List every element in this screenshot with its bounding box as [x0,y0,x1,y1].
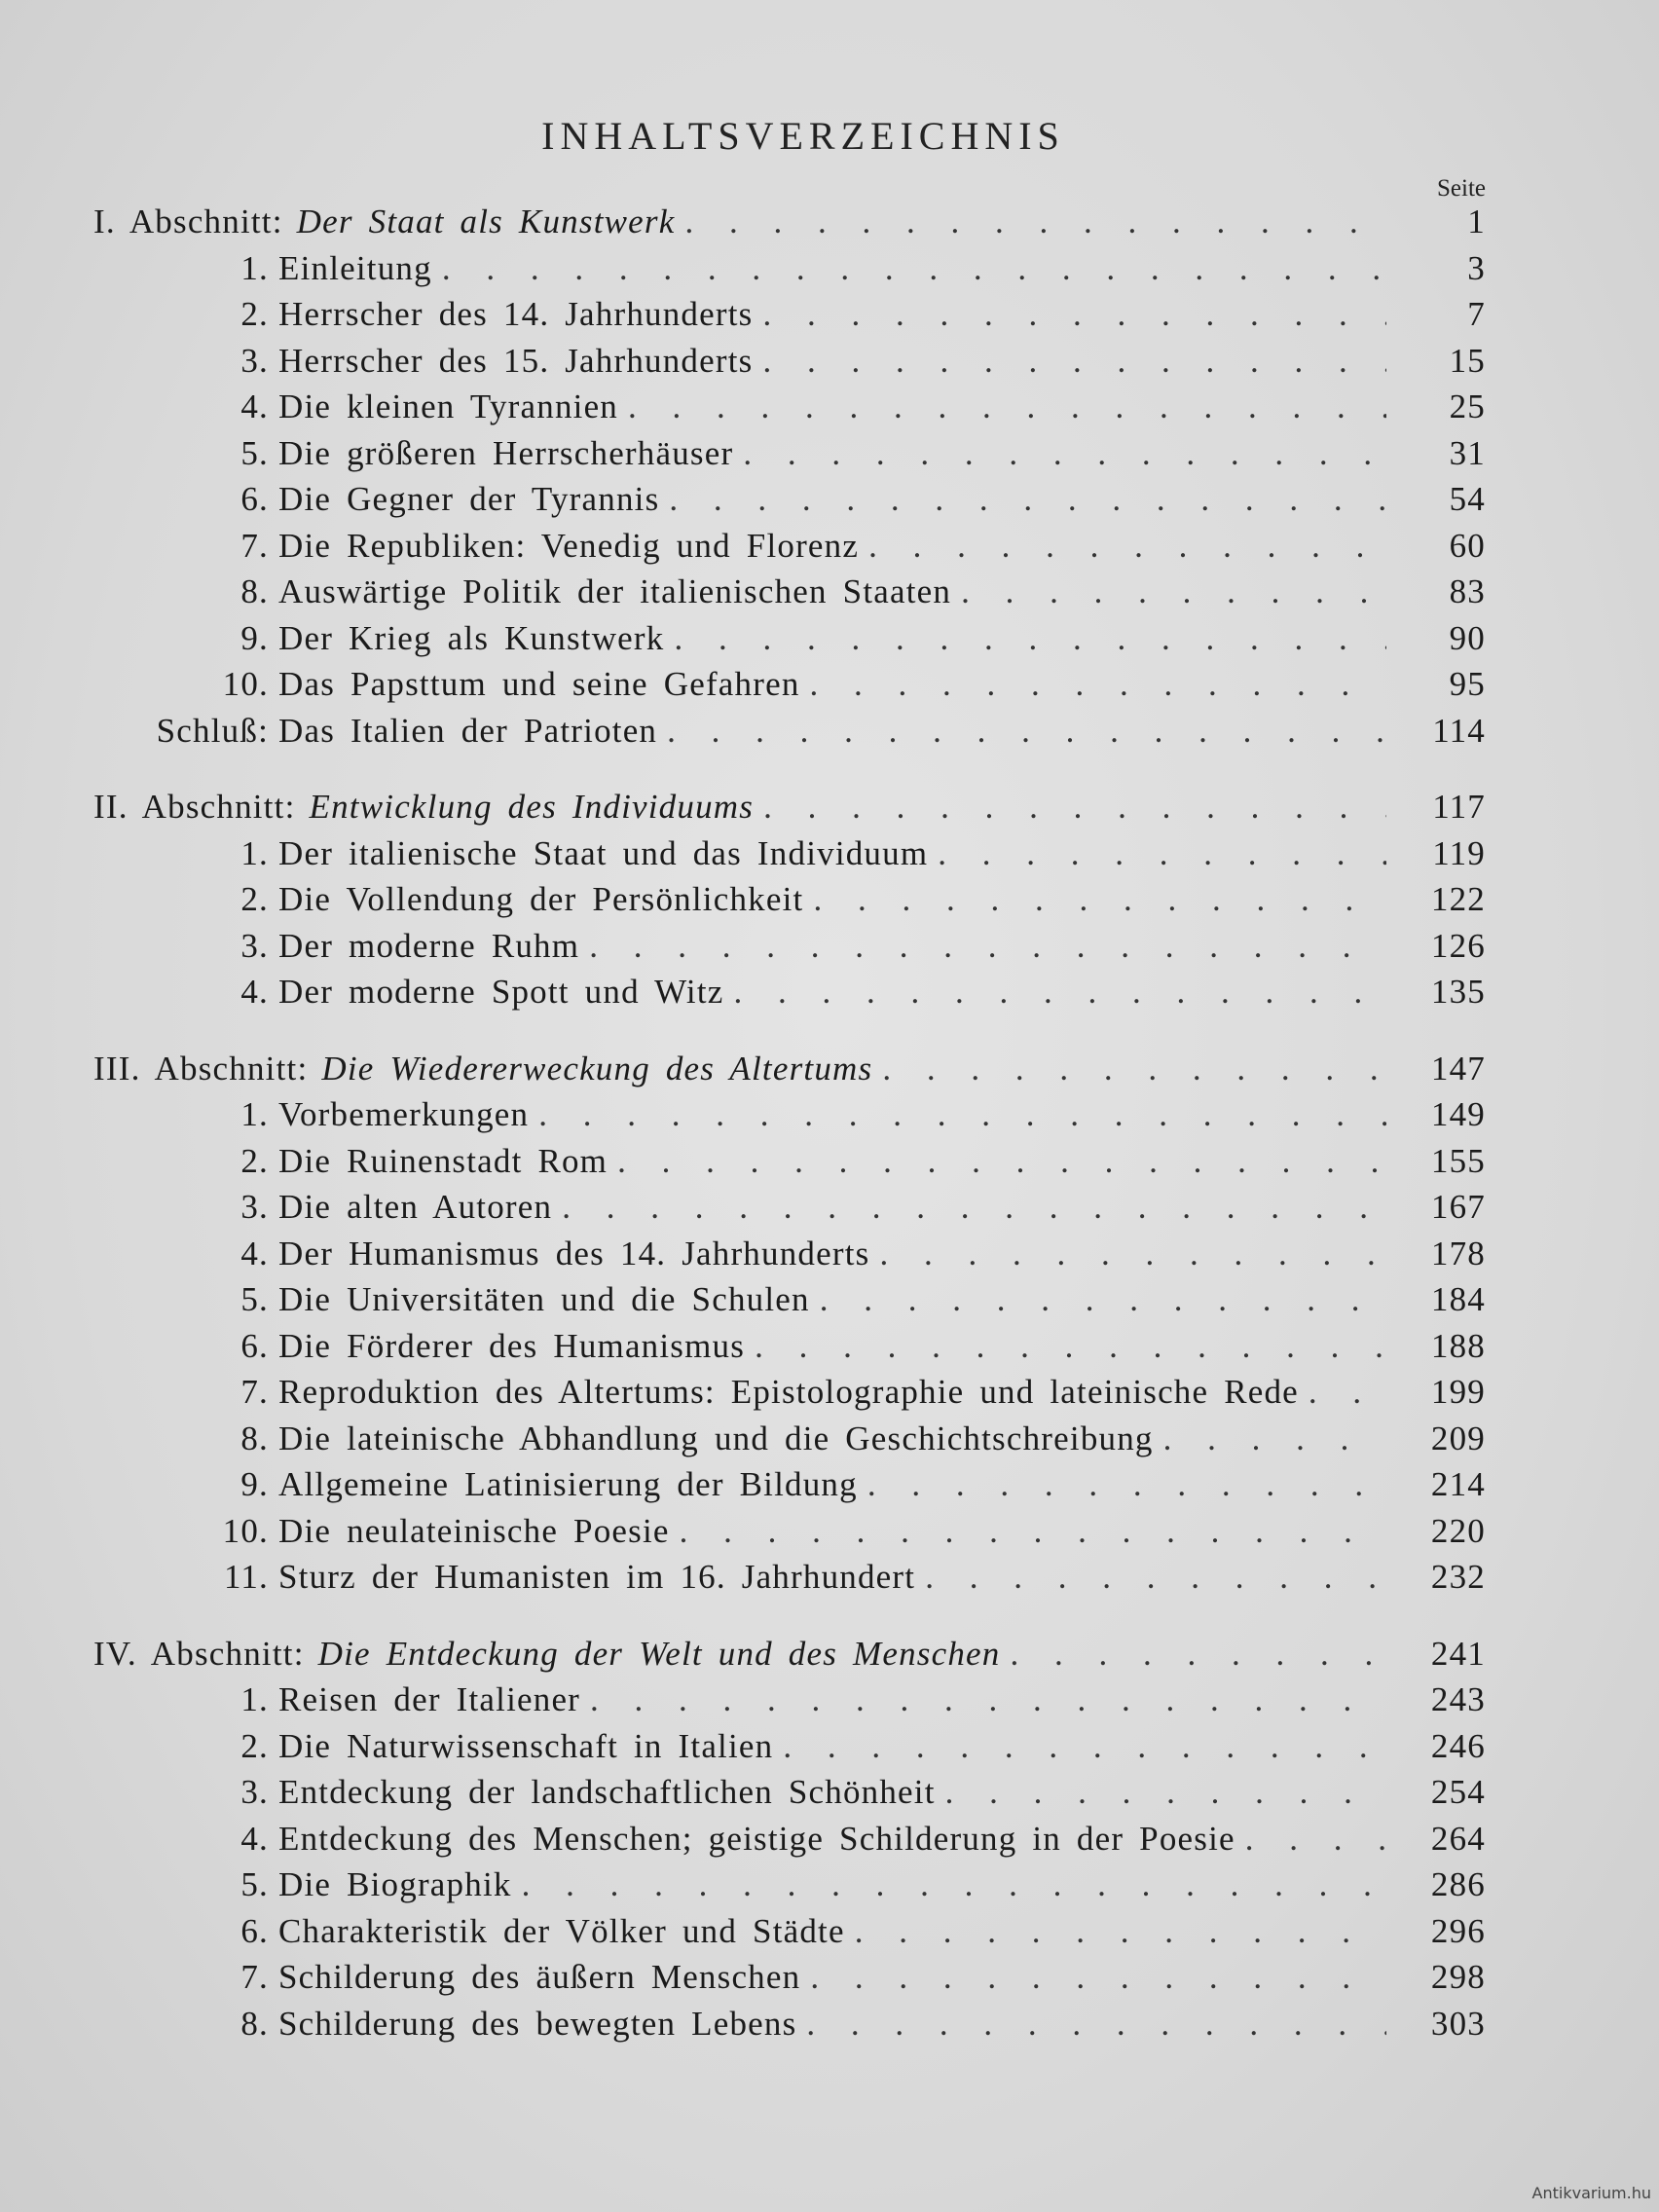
dot-leader [810,665,1386,704]
toc-entry [93,1327,1486,1374]
toc-entry [93,880,1486,927]
dot-leader [589,927,1386,966]
entry-number: 2. [240,1141,269,1180]
entry-number: 1. [240,1095,269,1133]
page-number: 188 [1430,1326,1486,1365]
toc-entry [93,1419,1486,1466]
dot-leader [925,1558,1386,1597]
entry-title: Der moderne Ruhm [278,926,580,965]
page-number: 220 [1430,1511,1486,1550]
table-of-contents [93,203,1486,2050]
entry-number: 4. [240,1819,269,1858]
toc-entry [93,1095,1486,1142]
toc-entry [93,1280,1486,1327]
toc-entry [93,665,1486,712]
page-number: 303 [1430,2004,1486,2043]
entry-title: Auswärtige Politik der italienischen Staaten [278,572,952,610]
page-number: 298 [1430,1958,1486,1996]
dot-leader [1245,1820,1386,1859]
dot-leader [442,249,1386,288]
page-number: 209 [1430,1419,1486,1457]
dot-leader [667,712,1386,751]
entry-title: Die Republiken: Venedig und Florenz [278,526,860,565]
page-number: 149 [1430,1095,1486,1133]
dot-leader [628,387,1386,426]
page-number: 135 [1430,973,1486,1011]
entry-number: 2. [240,880,269,918]
section-heading-row [93,203,1486,249]
dot-leader [882,1050,1386,1088]
page-number: 25 [1449,387,1486,425]
toc-entry [93,1912,1486,1959]
toc-entry [93,1142,1486,1189]
entry-title: Der Humanismus des 14. Jahrhunderts [278,1234,870,1272]
entry-number: Schluß: [156,711,269,750]
entry-number: 1. [240,1680,269,1718]
entry-title: Die größeren Herrscherhäuser [278,433,734,472]
toc-section [93,1050,1486,1604]
toc-section [93,788,1486,1019]
toc-entry [93,1512,1486,1559]
entry-title: Allgemeine Latinisierung der Bildung [278,1465,858,1503]
entry-number: 1. [240,248,269,287]
entry-number: 10. [222,1511,269,1550]
entry-number: 1. [240,833,269,872]
entry-title: Reproduktion des Altertums: Epistolographie und lateinische Rede [278,1373,1299,1411]
entry-title: Die Biographik [278,1865,512,1903]
entry-number: 8. [240,1419,269,1457]
entry-number: 3. [240,926,269,965]
entry-title: Die lateinische Abhandlung und die Geschichtschreibung [278,1419,1154,1457]
page-number: 90 [1449,618,1486,657]
entry-title: Die Gegner der Tyrannis [278,480,660,518]
section-label: I. Abschnitt: [93,203,283,240]
toc-entry [93,1465,1486,1512]
dot-leader [1010,1635,1386,1674]
entry-number: 6. [240,480,269,518]
entry-title: Schilderung des äußern Menschen [278,1958,801,1996]
dot-leader [938,834,1386,873]
dot-leader [743,434,1386,473]
page-number: 178 [1430,1234,1486,1272]
entry-number: 9. [240,1465,269,1503]
page-number: 83 [1449,572,1486,610]
entry-title: Reisen der Italiener [278,1680,581,1718]
dot-leader [684,203,1386,241]
page-number: 117 [1432,788,1486,826]
page-number: 214 [1430,1465,1486,1503]
entry-title: Herrscher des 14. Jahrhunderts [278,295,754,333]
toc-entry [93,1558,1486,1604]
section-label: IV. Abschnitt: [93,1634,305,1673]
entry-title: Das Italien der Patrioten [278,711,658,750]
page-number: 95 [1449,665,1486,703]
toc-entry [93,619,1486,666]
dot-leader [783,1727,1386,1766]
toc-entry [93,295,1486,342]
page-number: 155 [1430,1141,1486,1180]
entry-number: 6. [240,1911,269,1950]
entry-title: Sturz der Humanisten im 16. Jahrhundert [278,1558,916,1596]
toc-entry [93,1865,1486,1912]
entry-title: Die Universitäten und die Schulen [278,1280,810,1318]
toc-entry [93,834,1486,881]
page-column-label: Seite [1437,175,1486,202]
toc-entry [93,480,1486,527]
toc-entry [93,712,1486,758]
entry-number: 9. [240,618,269,657]
dot-leader [762,295,1386,334]
page-number: 119 [1432,833,1486,872]
page-number: 254 [1430,1773,1486,1811]
entry-number: 5. [240,1865,269,1903]
dot-leader [763,788,1386,827]
section-subtitle: Die Wiedererweckung des Altertums [321,1049,873,1088]
toc-entry [93,973,1486,1019]
toc-entry [93,2005,1486,2051]
entry-number: 7. [240,526,269,565]
entry-title: Die Förderer des Humanismus [278,1326,746,1365]
section-heading-row [93,1050,1486,1096]
entry-number: 4. [240,1234,269,1272]
page-number: 114 [1432,711,1486,750]
dot-leader [813,880,1386,919]
entry-number: 11. [223,1558,269,1596]
entry-number: 8. [240,572,269,610]
entry-number: 5. [240,1280,269,1318]
dot-leader [538,1095,1386,1134]
section-heading-row [93,788,1486,834]
section-label: III. Abschnitt: [93,1049,309,1088]
toc-entry [93,572,1486,619]
page-number: 1 [1467,203,1486,240]
toc-entry [93,387,1486,434]
dot-leader [855,1912,1386,1951]
entry-number: 7. [240,1958,269,1996]
section-subtitle: Entwicklung des Individuums [309,788,755,826]
dot-leader [867,1465,1386,1504]
entry-number: 3. [240,1773,269,1811]
entry-number: 4. [240,387,269,425]
page-number: 126 [1430,926,1486,965]
dot-leader [669,480,1386,519]
page-number: 54 [1449,480,1486,518]
page-number: 15 [1449,341,1486,380]
dot-leader [734,973,1386,1012]
toc-entry [93,1235,1486,1281]
page-title: INHALTSVERZEICHNIS [541,114,1065,158]
toc-entry [93,527,1486,573]
toc-entry [93,249,1486,296]
dot-leader [1309,1373,1386,1412]
dot-leader [562,1188,1386,1227]
page-number: 3 [1467,248,1486,287]
page-number: 147 [1430,1049,1486,1088]
entry-number: 8. [240,2004,269,2043]
entry-number: 6. [240,1326,269,1365]
entry-number: 3. [240,1188,269,1226]
dot-leader [1163,1419,1386,1458]
page-number: 199 [1430,1373,1486,1411]
dot-leader [617,1142,1386,1181]
page-number: 60 [1449,526,1486,565]
section-label: II. Abschnitt: [93,788,296,826]
page-number: 264 [1430,1819,1486,1858]
toc-entry [93,434,1486,481]
toc-entry [93,1373,1486,1419]
entry-title: Entdeckung der landschaftlichen Schönheit [278,1773,936,1811]
entry-title: Vorbemerkungen [278,1095,530,1133]
dot-leader [762,342,1386,381]
entry-title: Das Papsttum und seine Gefahren [278,665,800,703]
entry-title: Der moderne Spott und Witz [278,973,724,1011]
entry-title: Die Naturwissenschaft in Italien [278,1726,774,1765]
page-number: 122 [1430,880,1486,918]
toc-entry [93,1820,1486,1866]
page-number: 243 [1430,1680,1486,1718]
toc-section [93,203,1486,757]
dot-leader [674,619,1386,658]
entry-title: Charakteristik der Völker und Städte [278,1911,845,1950]
dot-leader [810,1958,1386,1997]
toc-entry [93,1727,1486,1774]
page-number: 184 [1430,1280,1486,1318]
toc-entry [93,1188,1486,1235]
entry-title: Die alten Autoren [278,1188,553,1226]
toc-entry [93,1958,1486,2005]
entry-number: 2. [240,1726,269,1765]
toc-section [93,1635,1486,2051]
dot-leader [590,1680,1386,1719]
page-number: 31 [1449,433,1486,472]
entry-title: Entdeckung des Menschen; geistige Schilderung in der Poesie [278,1819,1235,1858]
entry-number: 5. [240,433,269,472]
dot-leader [806,2005,1386,2044]
entry-title: Der Krieg als Kunstwerk [278,618,665,657]
entry-title: Der italienische Staat und das Individuum [278,833,929,872]
entry-title: Herrscher des 15. Jahrhunderts [278,341,754,380]
page-number: 286 [1430,1865,1486,1903]
page-number: 296 [1430,1911,1486,1950]
section-heading-row [93,1635,1486,1681]
entry-title: Die kleinen Tyrannien [278,387,619,425]
page-number: 167 [1430,1188,1486,1226]
page-number: 232 [1430,1558,1486,1596]
toc-entry [93,342,1486,388]
dot-leader [755,1327,1386,1366]
watermark-text: Antikvarium.hu [1531,2184,1651,2202]
page-number: 7 [1467,295,1486,333]
entry-title: Die neulateinische Poesie [278,1511,670,1550]
entry-number: 4. [240,973,269,1011]
toc-entry [93,1680,1486,1727]
dot-leader [680,1512,1386,1551]
entry-title: Die Vollendung der Persönlichkeit [278,880,804,918]
dot-leader [820,1280,1386,1319]
entry-number: 7. [240,1373,269,1411]
entry-title: Einleitung [278,248,432,287]
dot-leader [522,1865,1386,1904]
section-subtitle: Der Staat als Kunstwerk [296,203,676,240]
dot-leader [945,1773,1386,1812]
entry-number: 3. [240,341,269,380]
toc-entry [93,927,1486,974]
entry-title: Schilderung des bewegten Lebens [278,2004,797,2043]
dot-leader [868,527,1386,566]
entry-number: 2. [240,295,269,333]
section-subtitle: Die Entdeckung der Welt und des Menschen [317,1634,1001,1673]
page-number: 241 [1430,1634,1486,1673]
dot-leader [879,1235,1386,1273]
page-number: 246 [1430,1726,1486,1765]
entry-title: Die Ruinenstadt Rom [278,1141,608,1180]
entry-number: 10. [222,665,269,703]
dot-leader [961,572,1386,611]
toc-entry [93,1773,1486,1820]
